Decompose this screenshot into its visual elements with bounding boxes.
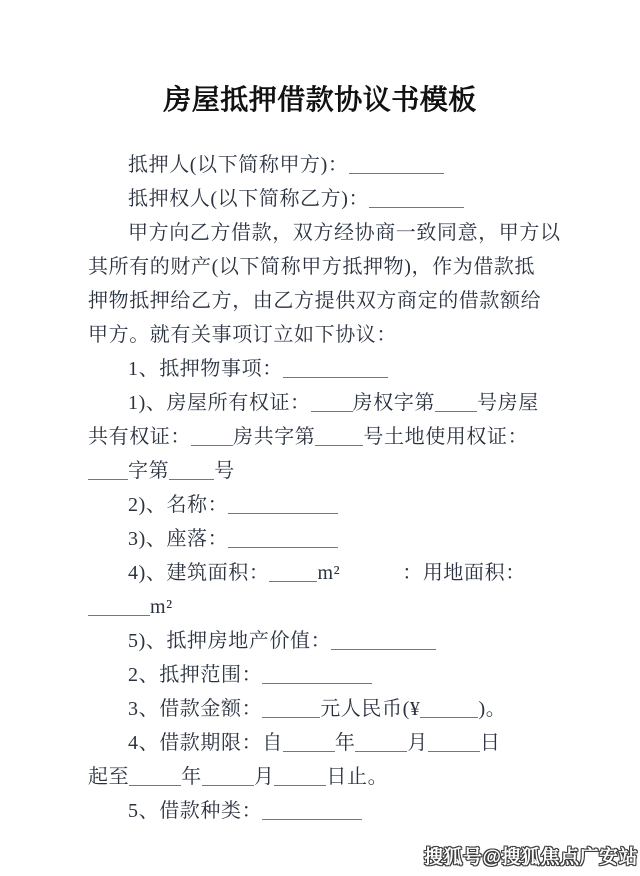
text-run: )。 (478, 698, 507, 720)
document-title: 房屋抵押借款协议书模板 (163, 84, 477, 115)
text-run: 抵押权人(以下简称乙方)： (128, 188, 370, 210)
blank-underline (331, 633, 436, 650)
document-line (88, 726, 558, 760)
text-run: 5、借款种类： (128, 800, 263, 822)
text-run: 起至 (88, 766, 130, 788)
text-run: 4、借款期限：自 (128, 732, 283, 754)
blank-underline (228, 497, 338, 514)
blank-underline (274, 769, 326, 786)
text-run: 5)、抵押房地产价值： (128, 630, 332, 652)
document-line (88, 216, 561, 250)
blank-underline (88, 463, 128, 480)
blank-underline (283, 735, 335, 752)
text-run: 月 (253, 766, 275, 788)
document-line (88, 250, 558, 284)
text-run: 甲方。就有关事项订立如下协议： (88, 324, 397, 346)
document-line (88, 454, 558, 488)
blank-underline (169, 463, 214, 480)
text-run: 共有权证： (88, 426, 191, 448)
document-line (88, 386, 558, 420)
text-run: 年 (334, 732, 356, 754)
blank-underline (88, 599, 150, 616)
document-line (88, 624, 558, 658)
text-run: ：用地面积： (402, 562, 526, 584)
text-run: 押物抵押给乙方，由乙方提供双方商定的借款额给 (88, 290, 542, 312)
document-line (88, 420, 558, 454)
blank-underline (262, 803, 362, 820)
document-line (88, 794, 558, 828)
document-line (88, 352, 558, 386)
document-line (88, 318, 558, 352)
blank-underline (269, 565, 317, 582)
text-run: 日 (480, 732, 501, 754)
text-run: 月 (407, 732, 429, 754)
text-run: 房权字第 (352, 392, 436, 414)
blank-underline (355, 735, 407, 752)
text-run: 抵押人(以下简称甲方)： (128, 154, 349, 176)
text-run: 1、抵押物事项： (128, 358, 283, 380)
blank-underline (202, 769, 254, 786)
blank-underline (262, 667, 372, 684)
text-run: 1)、房屋所有权证： (128, 392, 311, 414)
text-run: 其所有的财产(以下简称甲方抵押物)，作为借款抵 (88, 256, 536, 278)
text-run: 元人民币(¥ (320, 698, 421, 720)
blank-underline (283, 361, 388, 378)
document-line (88, 692, 558, 726)
blank-underline (191, 429, 233, 446)
text-run: 2)、名称： (128, 494, 229, 516)
blank-underline (315, 429, 363, 446)
document-line (88, 760, 558, 794)
document-line (88, 590, 558, 624)
text-run: 号 (214, 460, 235, 482)
text-run: 字第 (128, 460, 170, 482)
text-run: 4)、建筑面积： (128, 562, 270, 584)
blank-underline (228, 531, 338, 548)
text-run: 房共字第 (233, 426, 316, 448)
blank-underline (129, 769, 181, 786)
text-run: 号房屋 (477, 392, 539, 414)
text-run: 年 (181, 766, 202, 788)
text-run: 日止。 (326, 766, 389, 788)
blank-underline (428, 735, 480, 752)
document-body (88, 148, 561, 828)
watermark: 搜狐号@搜狐焦点广安站 (423, 847, 638, 868)
document-line (88, 522, 558, 556)
blank-underline (435, 395, 477, 412)
blank-underline (420, 701, 478, 718)
text-run: 3、借款金额： (128, 698, 263, 720)
document-line (88, 284, 558, 318)
document-line (88, 182, 558, 216)
blank-underline (349, 157, 444, 174)
blank-underline (262, 701, 320, 718)
text-run: 2、抵押范围： (128, 664, 263, 686)
text-run: m² (317, 562, 341, 584)
blank-underline (369, 191, 464, 208)
document-line (88, 556, 558, 590)
text-run: 甲方向乙方借款，双方经协商一致同意，甲方以 (128, 222, 561, 244)
text-run: 3)、座落： (128, 528, 229, 550)
text-run: 号土地使用权证： (363, 426, 529, 448)
document-line (88, 488, 558, 522)
document-line (88, 148, 558, 182)
document-line (88, 658, 558, 692)
blank-underline (311, 395, 353, 412)
text-run: m² (150, 596, 173, 618)
